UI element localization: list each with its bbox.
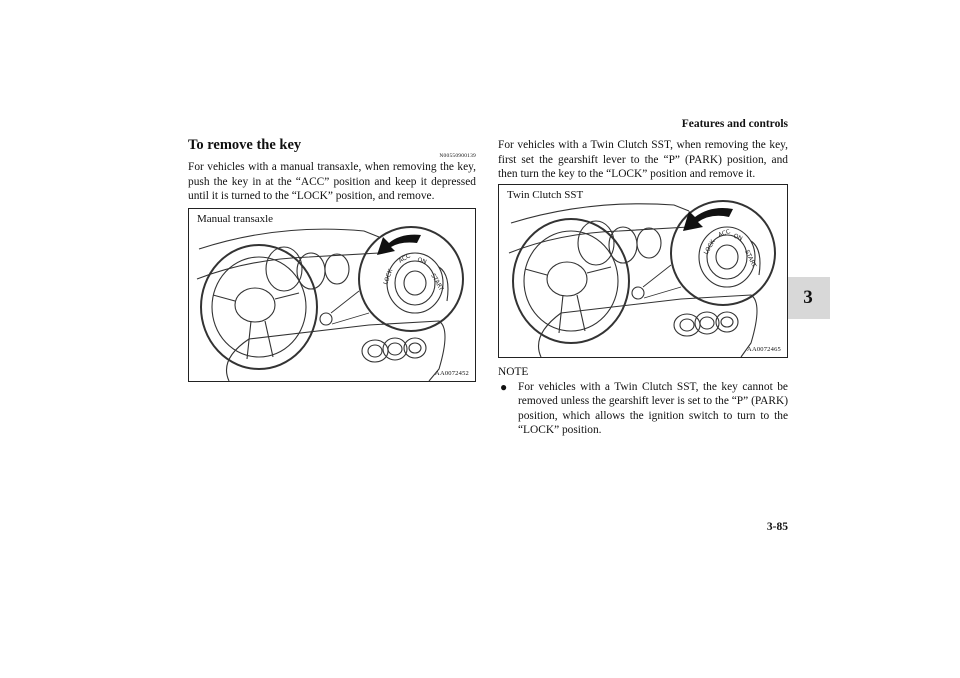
switch-label-acc: ACC bbox=[397, 252, 412, 265]
figure-caption: Twin Clutch SST bbox=[507, 189, 584, 201]
right-body-text-container bbox=[498, 138, 788, 182]
switch-label-lock: LOCK bbox=[382, 268, 395, 286]
note-label: NOTE bbox=[498, 366, 529, 378]
figure-code: AA0072452 bbox=[435, 370, 469, 377]
switch-label-lock: LOCK bbox=[702, 238, 717, 256]
dashboard-illustration-left bbox=[189, 209, 477, 383]
figure-twin-clutch-sst bbox=[498, 184, 788, 358]
switch-label-start: START bbox=[743, 248, 758, 269]
switch-label-start: START bbox=[429, 272, 445, 293]
note-block bbox=[498, 365, 788, 438]
switch-label-on: ON bbox=[732, 232, 744, 243]
page-header-title: Features and controls bbox=[681, 118, 788, 130]
figure-manual-transaxle bbox=[188, 208, 476, 382]
right-body-text: For vehicles with a Twin Clutch SST, when removing the key, first set the gearshift lever to the “P” (PARK) position, and then turn the key to the “LOCK” position and remove it. bbox=[498, 139, 788, 181]
figure-caption: Manual transaxle bbox=[197, 213, 274, 225]
figure-code: AA0072465 bbox=[747, 346, 781, 353]
left-body-text-container bbox=[188, 160, 476, 204]
chapter-tab: 3 bbox=[786, 277, 830, 319]
reference-code: N00550900139 bbox=[439, 153, 476, 159]
bullet-icon: ● bbox=[500, 379, 508, 394]
page-number: 3-85 bbox=[766, 521, 788, 533]
note-item-text: For vehicles with a Twin Clutch SST, the key cannot be removed unless the gearshift lever is set to the “P” (PARK) position, which allows the ignition switch to turn to the “LOCK” position. bbox=[518, 380, 788, 437]
dashboard-illustration-right bbox=[499, 185, 789, 359]
switch-label-on: ON bbox=[416, 256, 428, 267]
switch-label-acc: ACC bbox=[717, 228, 732, 239]
note-item bbox=[498, 380, 788, 438]
section-title: To remove the key bbox=[188, 137, 302, 153]
left-body-text: For vehicles with a manual transaxle, when removing the key, push the key in at the “ACC” position and keep it depressed until it is turned to the “LOCK” position, and remove. bbox=[188, 161, 476, 203]
